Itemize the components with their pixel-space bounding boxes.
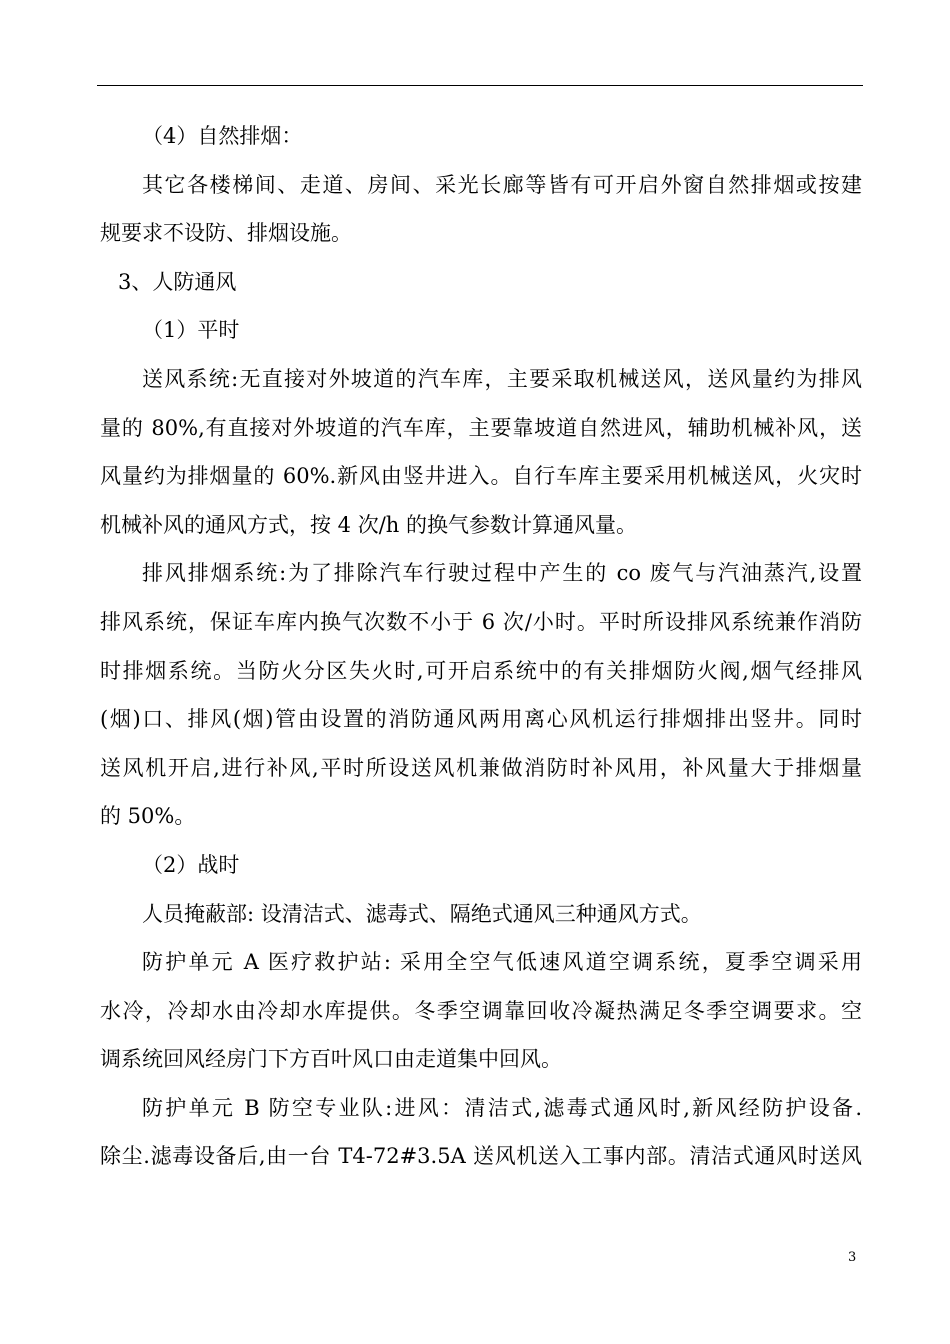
subheading-natural-smoke-exhaust: （4）自然排烟： — [142, 124, 303, 148]
page-number: 3 — [848, 1250, 857, 1265]
paragraph-line: 其它各楼梯间、走道、房间、采光长廊等皆有可开启外窗自然排烟或按建 — [142, 172, 862, 197]
paragraph-line: 送风机开启,进行补风,平时所设送风机兼做消防时补风用，补风量大于排烟量 — [100, 755, 862, 780]
paragraph-line: 水冷，冷却水由冷却水库提供。冬季空调靠回收冷凝热满足冬季空调要求。空 — [100, 998, 862, 1023]
paragraph-line: 机械补风的通风方式，按 4 次/h 的换气参数计算通风量。 — [100, 512, 637, 537]
paragraph-line: 排风排烟系统:为了排除汽车行驶过程中产生的 co 废气与汽油蒸汽,设置 — [142, 561, 862, 586]
paragraph-line: 人员掩蔽部: 设清洁式、滤毒式、隔绝式通风三种通风方式。 — [142, 901, 702, 926]
paragraph-line: 时排烟系统。当防火分区失火时,可开启系统中的有关排烟防火阀,烟气经排风 — [100, 658, 862, 683]
paragraph-line: 风量约为排烟量的 60%.新风由竖井进入。自行车库主要采用机械送风，火灾时 — [100, 464, 862, 489]
document-body — [100, 112, 862, 1181]
paragraph-line: (烟)口、排风(烟)管由设置的消防通风两用离心风机运行排烟排出竖井。同时 — [100, 707, 862, 732]
paragraph-line: 防护单元 A 医疗救护站: 采用全空气低速风道空调系统，夏季空调采用 — [142, 950, 862, 975]
paragraph-line: 排风系统，保证车库内换气次数不小于 6 次/小时。平时所设排风系统兼作消防 — [100, 609, 862, 634]
subheading-peacetime: （1）平时 — [142, 318, 240, 343]
header-rule — [97, 85, 863, 86]
subheading-wartime: （2）战时 — [142, 852, 240, 877]
paragraph-line: 量的 80%,有直接对外坡道的汽车库，主要靠坡道自然进风，辅助机械补风，送 — [100, 415, 862, 440]
paragraph-line: 防护单元 B 防空专业队:进风：清洁式,滤毒式通风时,新风经防护设备. — [142, 1095, 862, 1120]
paragraph-line: 规要求不设防、排烟设施。 — [100, 221, 352, 246]
paragraph-line: 的 50%。 — [100, 804, 196, 829]
paragraph-line: 送风系统:无直接对外坡道的汽车库，主要采取机械送风，送风量约为排风 — [142, 366, 862, 391]
paragraph-line: 调系统回风经房门下方百叶风口由走道集中回风。 — [100, 1047, 562, 1072]
paragraph-line: 除尘.滤毒设备后,由一台 T4-72#3.5A 送风机送入工事内部。清洁式通风时送风 — [100, 1144, 862, 1169]
section-heading-civil-defense-ventilation: 3、人防通风 — [118, 269, 237, 294]
